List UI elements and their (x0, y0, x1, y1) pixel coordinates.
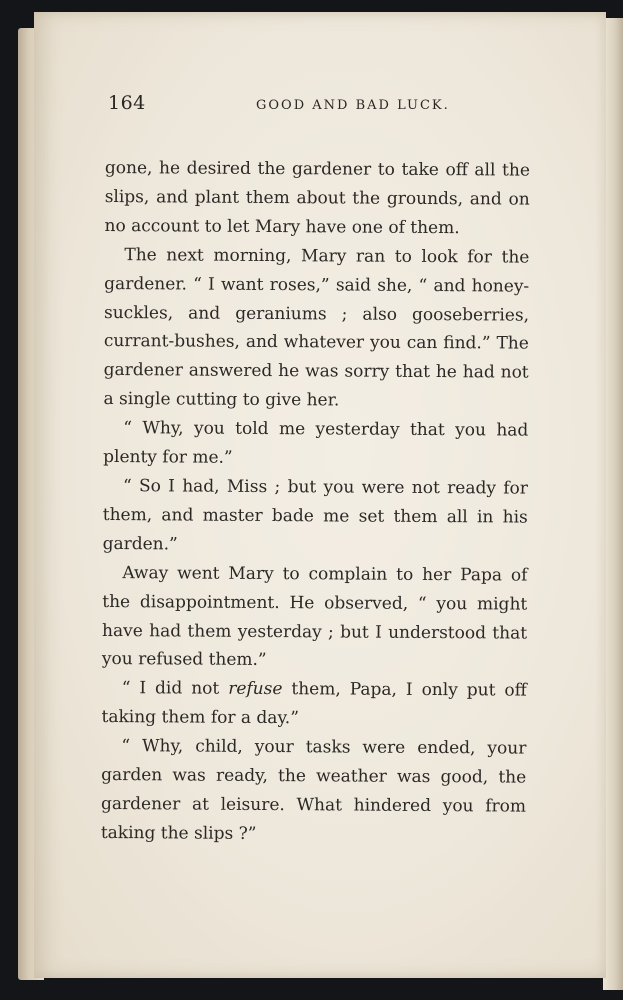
emphasis-refuse: refuse (228, 679, 283, 700)
paragraph-2: The next morning, Mary ran to look for the gardener. “ I want roses,” said she, “ and honey-suckles, and geraniums ; also gooseberries, currant-bushes, and whatever you can find.” The gardener answered he was sorry that he had not a single cutting to give her. (103, 244, 530, 411)
page-number: 164 (108, 92, 146, 114)
running-head: GOOD AND BAD LUCK. (256, 98, 450, 113)
paragraph-1: gone, he desired the gardener to take off all the slips, and plant them about the grounds, and on no account to let Mary have one of them. (104, 157, 530, 238)
paragraph-6 (101, 674, 526, 734)
paragraph-4: “ So I had, Miss ; but you were not ready for them, and master bade me set them all in his garden.” (102, 476, 529, 555)
body-text (101, 154, 530, 850)
paragraph-7: “ Why, child, your tasks were ended, your garden was ready, the weather was good, the gardener at leisure. What hindered you from taking the slips ?” (100, 736, 527, 844)
paragraph-6-text-after: them, Papa, I only put off taking them for a day.” (101, 679, 527, 729)
paragraph-5: Away went Mary to complain to her Papa of the disappointment. He observed, “ you might have had them yesterday ; but I understood that you refused them.” (101, 562, 528, 671)
page-edge-right (603, 18, 623, 990)
paragraph-6-text-before: “ I did not (121, 678, 229, 700)
paragraph-3: “ Why, you told me yesterday that you had plenty for me.” (103, 418, 529, 468)
page-header (108, 92, 458, 122)
